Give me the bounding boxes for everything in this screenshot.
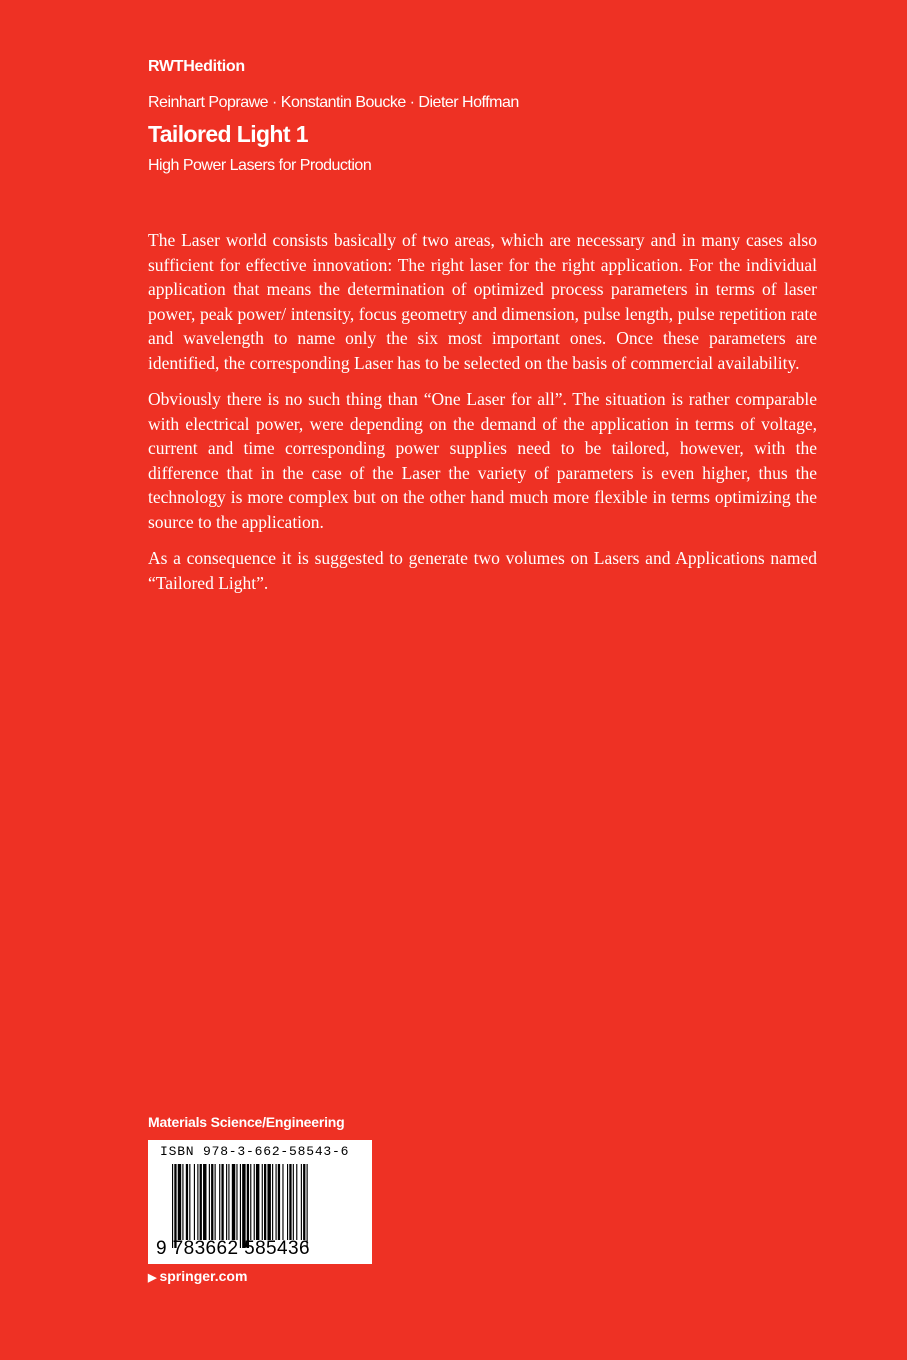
barcode-bar (236, 1164, 237, 1240)
barcode-digits: 9 783662 585436 (156, 1238, 310, 1259)
barcode-bar (264, 1164, 266, 1240)
barcode-bar (301, 1164, 302, 1240)
barcode-bar (276, 1164, 277, 1240)
barcode-bar (232, 1164, 235, 1240)
barcode-bar (194, 1164, 195, 1240)
barcode-bar (293, 1164, 294, 1240)
barcode-bar (272, 1164, 273, 1240)
isbn-label: ISBN 978-3-662-58543-6 (160, 1144, 350, 1159)
barcode-bar (262, 1164, 263, 1240)
barcode-bar (182, 1164, 183, 1240)
blurb (148, 228, 817, 607)
subject-category: Materials Science/Engineering (148, 1114, 345, 1130)
book-title: Tailored Light 1 (148, 121, 308, 147)
barcode-bar (211, 1164, 213, 1240)
barcode-bar (189, 1164, 190, 1240)
barcode-bar (221, 1164, 223, 1240)
blurb-paragraph: Obviously there is no such thing than “One Laser for all”. The situation is rather comparable with electrical power, were depending on the demand of the application in terms of voltage, current and time corresponding power supplies need to be tailored, however, with the difference that in the case of the Laser the variety of parameters is even higher, thus the technology is more complex but on the other hand much more flexible in terms optimizing the source to the application. (148, 389, 817, 532)
barcode-bar (200, 1164, 202, 1240)
barcode-bar (289, 1164, 291, 1240)
barcode-bar (174, 1164, 176, 1248)
barcode-bar (296, 1164, 297, 1240)
publisher-link-label: springer.com (159, 1268, 248, 1284)
blurb-paragraph: As a consequence it is suggested to generate two volumes on Lasers and Applications named “Tailored Light”. (148, 548, 817, 593)
barcode-bar (228, 1164, 229, 1240)
barcode-bar (256, 1164, 259, 1240)
barcode-bar (197, 1164, 198, 1240)
authors: Reinhart Poprawe · Konstantin Boucke · Dieter Hoffman (148, 94, 519, 111)
barcode-bar (242, 1164, 245, 1248)
barcode-bar (240, 1164, 241, 1248)
barcode-bar (178, 1164, 181, 1240)
barcode-bar (203, 1164, 206, 1240)
barcode-bar (278, 1164, 280, 1240)
barcode-bar (303, 1164, 305, 1240)
barcode-bar (219, 1164, 220, 1240)
barcode-bar (307, 1164, 308, 1248)
book-subtitle: High Power Lasers for Production (148, 157, 372, 174)
barcode-bar (287, 1164, 288, 1240)
series-name: RWTHedition (148, 58, 245, 75)
barcode-bar (172, 1164, 173, 1248)
arrow-right-icon: ▶ (148, 1272, 157, 1284)
blurb-paragraph: The Laser world consists basically of two areas, which are necessary and in many cases also sufficient for effective innovation: The right laser for the right application. For the individual application that means the determination of optimized process parameters in terms of laser power, peak power/ intensity, focus geometry and dimension, pulse length, pulse repetition rate and wavelength to name only the six most important ones. Once these parameters are identified, the corresponding Laser has to be selected on the basis of commercial availability. (148, 230, 817, 373)
publisher-link[interactable] (148, 1268, 247, 1284)
barcode-bar (215, 1164, 216, 1240)
barcode-bar (226, 1164, 227, 1240)
barcode-bar (186, 1164, 188, 1240)
barcode-bar (209, 1164, 210, 1240)
isbn-barcode (148, 1140, 372, 1264)
barcode-bar (254, 1164, 255, 1240)
barcode-bar (282, 1164, 283, 1240)
barcode-bar (250, 1164, 251, 1240)
barcode-bar (267, 1164, 270, 1240)
barcode-bar (247, 1164, 249, 1248)
